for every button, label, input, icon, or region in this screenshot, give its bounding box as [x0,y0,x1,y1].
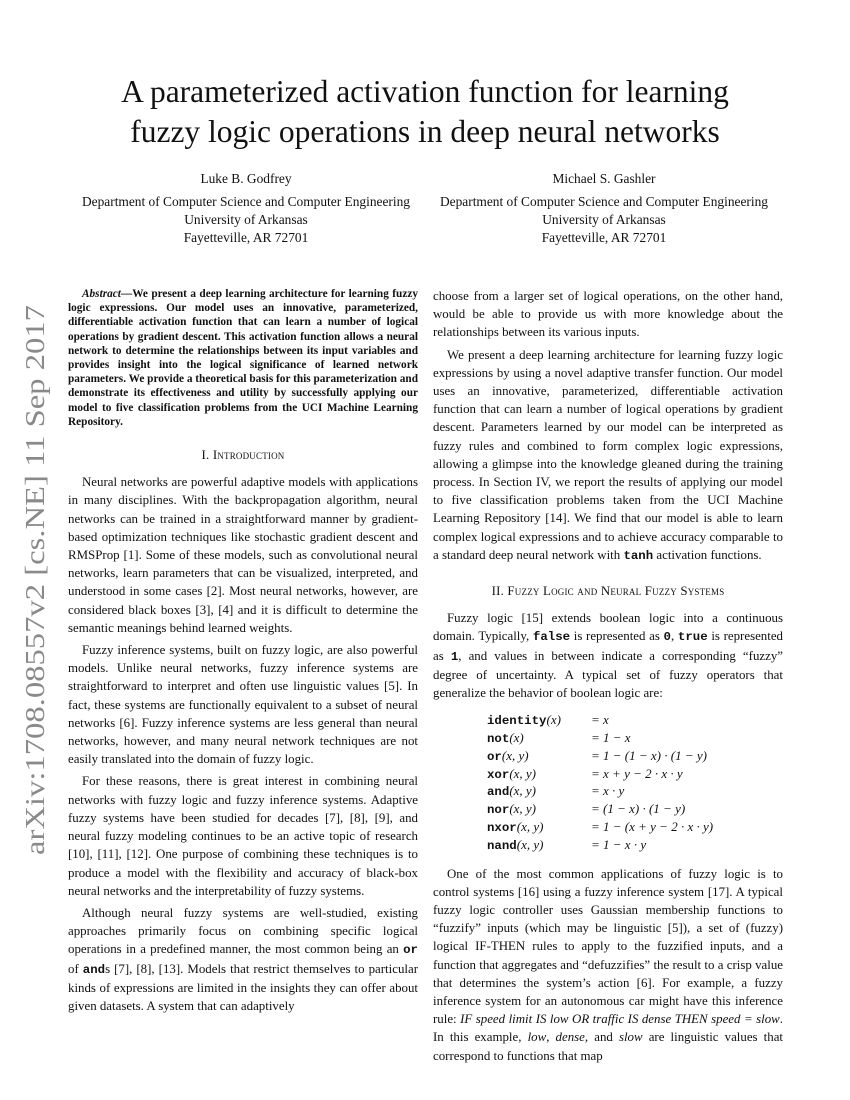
paragraph [433,609,783,702]
equation-table [487,712,713,854]
section-number: II. [491,584,508,599]
abstract [68,287,418,429]
author-block-2 [426,170,782,247]
equation-row [487,712,713,730]
linguistic-value: low [527,1030,547,1045]
arxiv-identifier [8,300,56,860]
right-column [433,287,783,1065]
code-false: false [532,630,571,645]
operator-args: (x, y) [509,765,537,781]
equation-row [487,748,713,766]
author-block-1 [68,170,424,247]
equation-row [487,783,713,801]
paragraph: Neural networks are powerful adaptive models with applications in many disciplines. With the backpropagation algorithm, neural networks can be trained in a straightforward manner by gradient-based optimization techniques like stochastic gradient descent and RMSProp [1]. Some of these models, such as convolutional neural networks, learn parameters that can be visualized, interpreted, and understood in some cases [2]. Most neural networks, however, are considered black boxes [3], [4] and it is difficult to determine the semantic meanings behind learned weights. [68,475,418,635]
operator-args: (x, y) [516,819,544,835]
author-name: Luke B. Godfrey [200,171,292,186]
text-run: . In this example, [433,1012,783,1045]
paragraph [68,904,418,1015]
operator-name: not [487,732,510,747]
operator-definition: = 1 − x [591,730,631,746]
title-line-2: fuzzy logic operations in deep neural networks [130,114,720,149]
paragraph: Fuzzy inference systems, built on fuzzy logic, are also powerful models. Unlike neural networks, fuzzy inference systems are straightforward to interpret and often use linguistic values [5]. In fact, these systems are functionally equivalent to a subset of neural networks [6]. Fuzzy inference systems are less general than neural networks, however, and many neural network techniques are not easily translated into the domain of fuzzy logic. [68,643,418,767]
operator-definition: = x · y [591,783,625,799]
operator-args: (x) [546,712,561,728]
linguistic-value: slow [618,1030,643,1045]
operator-name: and [487,785,510,800]
equation-row [487,766,713,784]
arxiv-id-text: arXiv:1708.08557v2 [cs.NE] 11 Sep 2017 [20,400,50,855]
code-one: 1 [450,649,459,664]
operator-definition: = 1 − x · y [591,836,647,852]
equation-row [487,801,713,819]
inference-rule: IF speed limit IS low OR traffic IS dense THEN speed = slow [460,1012,780,1027]
text-run: is represented as [570,629,664,644]
operator-args: (x, y) [509,783,537,799]
code-zero: 0 [663,630,671,645]
left-column [68,287,418,1015]
text-run: , and [584,1030,619,1045]
text-run: , [546,1030,556,1045]
text-run: , [670,629,678,644]
author-university: University of Arkansas [542,212,666,227]
code-or: or [403,943,418,958]
text-run: s [7], [8], [13]. Models that restrict themselves to particular kinds of expressions are limited in the insights they can offer about given datasets. A system that can adaptively [68,961,418,1013]
author-university: University of Arkansas [184,212,308,227]
text-run: is represented as [433,629,783,663]
linguistic-value: dense [555,1030,585,1045]
paragraph: For these reasons, there is great interest in combining neural networks with fuzzy logic and fuzzy inference systems. Adaptive fuzzy systems have been studied for decades [7], [8], [9], and neural fuzzy modeling continues to be an active topic of research [10], [11], [12]. One purpose of combining these techniques is to produce a model with the flexibility and accuracy of black-box neural networks and the interpretability of fuzzy systems. [68,774,418,898]
paragraph [433,346,783,565]
operator-name: nor [487,803,510,818]
operator-args: (x) [509,730,524,746]
operator-args: (x, y) [509,801,537,817]
fuzzy-operator-equations [487,712,783,854]
section-heading-introduction [68,446,418,464]
text-run: Fuzzy logic [15] extends boolean logic into a continuous domain. Typically, [433,611,783,644]
paper-title [60,72,790,152]
operator-args: (x, y) [501,747,529,763]
operator-definition: = (1 − x) · (1 − y) [591,801,686,817]
code-and: and [82,962,106,977]
operator-name: or [487,749,502,764]
operator-definition: = 1 − (x + y − 2 · x · y) [591,819,714,835]
text-run: activation functions. [653,547,762,562]
text-run: are linguistic values that correspond to functions that map [433,1030,783,1063]
text-run: We present a deep learning architecture for learning fuzzy logic expressions by using a novel adaptive transfer function. Our model uses an innovative, parameterized, differentiable activation function that can learn a number of logical operations by gradient descent. Parameters learned by our model can be interpreted as fuzzy rules and combined to form complex logic expressions, allowing a glimpse into the knowledge gleaned during the training process. In Section IV, we report the results of applying our model to five classification problems taken from the UCI Machine Learning Repository [14]. We find that our model is able to learn complex logical expressions and to achieve accuracy comparable to a standard deep neural network with [433,347,783,562]
abstract-label: Abstract [82,288,121,300]
arxiv-stamp [8,300,56,860]
text-run: of [68,961,83,976]
author-department: Department of Computer Science and Computer Engineering [82,194,410,209]
author-department: Department of Computer Science and Computer Engineering [440,194,768,209]
text-run: Although neural fuzzy systems are well-studied, existing approaches primarily focus on combining specific logical operations in a predefined manner, the most common being an [68,905,418,957]
section-title: Introduction [212,448,285,463]
operator-definition: = 1 − (1 − x) · (1 − y) [591,747,707,763]
section-title: Fuzzy Logic and Neural Fuzzy Systems [507,584,725,599]
operator-args: (x, y) [516,836,544,852]
author-name: Michael S. Gashler [552,171,656,186]
operator-name: nand [487,838,517,853]
title-line-1: A parameterized activation function for learning [121,74,729,109]
paragraph [433,865,783,1065]
code-tanh: tanh [623,548,654,563]
operator-name: nxor [487,821,517,836]
author-city: Fayetteville, AR 72701 [541,230,667,245]
section-number: I. [201,448,213,463]
equation-row [487,730,713,748]
paragraph: choose from a larger set of logical operations, on the other hand, would be able to provide us with more knowledge about the relationships between its various inputs. [433,289,783,340]
operator-definition: = x [591,712,609,728]
code-true: true [677,630,708,645]
text-run: One of the most common applications of fuzzy logic is to control systems [16] using a fuzzy inference system [17]. A typical fuzzy logic controller uses Gaussian membership functions to “fuzzify” inputs (which may be linguistic [5]), a set of (fuzzy) logical IF-THEN rules to apply to the fuzzified inputs, and a function that aggregates and “defuzzifies” the result to a crisp value that determines the system’s action [6]. For example, a fuzzy inference system for an autonomous car might have this inference rule: [433,866,783,1027]
author-city: Fayetteville, AR 72701 [183,230,309,245]
operator-name: xor [487,767,510,782]
operator-definition: = x + y − 2 · x · y [591,765,683,781]
abstract-text: —We present a deep learning architecture for learning fuzzy logic expressions. Our model uses an innovative, parameterized, differentiable activation function that can learn a number of logical operations by gradient descent. This activation function allows a neural network to determine the relationships between its input variables and provides insight into the logical significance of learned network parameters. We provide a theoretical basis for this parameterization and demonstrate its effectiveness and utility by successfully applying our model to five classification problems from the UCI Machine Learning Repository. [68,288,418,428]
section-heading-fuzzy-logic [433,582,783,600]
text-run: , and values in between indicate a corresponding “fuzzy” degree of uncertainty. A typical set of fuzzy operators that generalize the behavior of boolean logic are: [433,648,783,701]
operator-name: identity [487,714,547,729]
equation-row [487,819,713,837]
equation-row [487,837,713,855]
